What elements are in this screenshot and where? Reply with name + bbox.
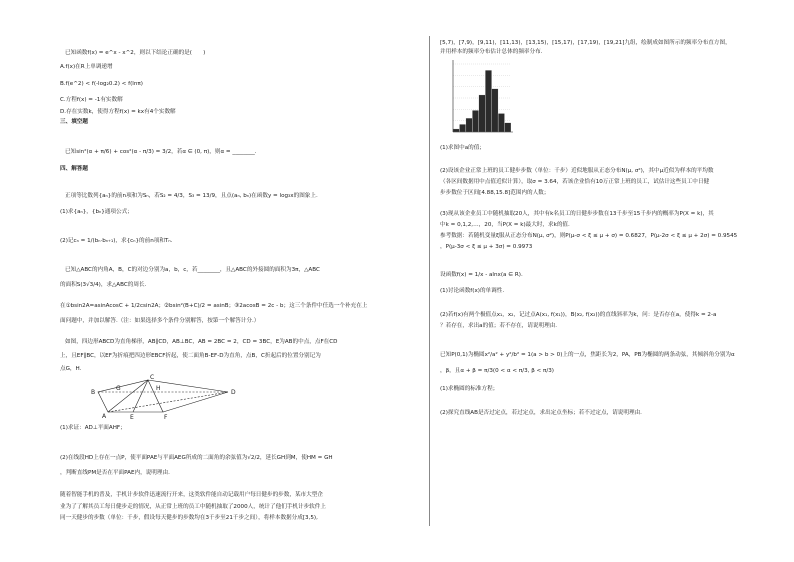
q-stats-part1: (1)求图中a的值； xyxy=(440,145,485,151)
figure-label-d: D xyxy=(231,389,236,396)
q-geometry-line1: 如图，四边形ABCD为直角梯形，AB∥CD，AB⊥BC，AB = 2BC = 2，CD = 3BC，E为AB的中点，点F在CD xyxy=(65,339,338,345)
figure-label-b: B xyxy=(91,389,96,396)
q-func-part2-line2: ？若存在，求出a的值；若不存在，请说明理由. xyxy=(440,323,558,329)
q-triangle-line4: 面问题中，并加以解答.（注：如果选择多个条件分别解答，按第一个解答计分.） xyxy=(60,318,260,324)
q-triangle-line2: 的面积S(3√3/4)，求△ABC的周长. xyxy=(60,282,147,288)
q-geometry-line3: 点G，H. xyxy=(60,366,82,372)
q-ellipse-stem-line2: ，β，且α + β = π/3(0 < α < π/3, β < π/3) xyxy=(440,368,554,374)
q-stats-instruction: 并用样本的频率分布估计总体的频率分布. xyxy=(440,49,543,55)
q-stats-line1: 随着智能手机的普及，手机计步软件迅速流行开来，这类软件能自动记载用户每日健步的步数，某市大型企 xyxy=(60,492,323,498)
q-geometry-part2-cont: ，判断直线PM是否在平面PAE内，说明理由. xyxy=(60,470,170,476)
section-answers: 四、解答题 xyxy=(60,166,88,172)
q-ellipse-stem-line1: 已知P(0,1)为椭圆x²/a² + y²/b² = 1(a > b > 0)上的一点，焦距长为2，PA，PB为椭圆的两条动弦，其倾斜角分别为α xyxy=(440,352,735,358)
q-ellipse-part2: (2)探究直线AB是否过定点，若过定点，求出定点坐标；若不过定点，请说明理由. xyxy=(440,410,642,416)
q-stats-groups: [5,7)，[7,9)，[9,11)，[11,13)，[13,15)，[15,17)，[17,19)，[19,21]九组，绘制成如图所示的频率分布直方图， xyxy=(440,40,731,46)
q-geometry-part2: (2)在线段HD上存在一点P，使平面PAE与平面AEG所成的二面角的余弦值为√2/2，延长GH到M，使HM = GH xyxy=(60,455,333,461)
option-a: A.f(x)在R上单调递增 xyxy=(60,64,113,70)
left-column xyxy=(60,0,420,562)
q-sequence-part2: (2)记cₙ = 1/(bₙ·bₙ₊₁)，求{cₙ}的前n项和Tₙ. xyxy=(60,238,173,244)
q-stats-part2-line1: (2)设该企业正常上班的员工健步步数（单位：千步）近似地服从正态分布N(μ, σ²)，其中μ近似为样本的平均数 xyxy=(440,168,714,174)
histogram-bar xyxy=(479,95,485,132)
q-sequence-part1: (1)求{aₙ}，{bₙ}通项公式； xyxy=(60,209,133,215)
geometry-figure xyxy=(88,372,238,422)
q-stats-line2: 业为了了解其员工每日健步走的情况，从正常上班的员工中随机抽取了2000人，统计了他们手机计步软件上 xyxy=(60,504,326,510)
q-ellipse-part1: (1)求椭圆的标准方程； xyxy=(440,386,499,392)
q-func-part2-line1: (2)若f(x)有两个极值点x₁，x₂，记过点A(x₁, f(x₁))，B(x₂, f(x₂))的直线斜率为k，问：是否存在a，使得k = 2-a xyxy=(440,312,717,318)
histogram-bar xyxy=(466,118,472,132)
q-function-stem: 已知函数f(x) = e^x - x^2，则以下结论正确的是( ) xyxy=(65,50,206,56)
q-geometry-line2: 上，且EF∥BC，以EF为折痕把四边形EBCF折起，使二面角B-EF-D为直角，点B，C折起后的位置分别记为 xyxy=(60,353,321,359)
q-func-stem: 设函数f(x) = 1/x - alnx(a ∈ R). xyxy=(440,272,523,278)
q-triangle-line3: 在①bsin2A=asinAcosC + 1/2csin2A；②bsin²(B+C)/2 = asinB；③2acosB = 2c - b；这三个条件中任选一个补充在上 xyxy=(60,303,368,309)
figure-label-f: F xyxy=(164,414,168,421)
q-fill-blank: 已知sin²(α + π/6) + cos²(α - π/3) = 3/2，若α ∈ (0, π)，则α = ________. xyxy=(65,149,257,155)
reference-data-line1: 参考数据：若随机变量ξ服从正态分布N(μ, σ²)，则P(μ-σ < ξ ≤ μ + σ) = 0.6827，P(μ-2σ < ξ ≤ μ + 2σ) = 0.9545 xyxy=(440,233,738,239)
reference-data-line2: ，P(μ-3σ < ξ ≤ μ + 3σ) = 0.9973 xyxy=(440,244,533,250)
histogram-bar xyxy=(498,113,504,132)
q-stats-line3: 同一天健步的步数（单位：千步，假设每天健步的步数均在3千步至21千步之间），将样本数据分成[3,5), xyxy=(60,515,318,521)
histogram-bar xyxy=(459,124,465,132)
histogram-bar xyxy=(492,89,498,132)
q-stats-part2-line2: （各区间数据用中点值近似计算），取σ = 3.64，若该企业恰有10万正常上班的员工，试估计这些员工中日健 xyxy=(440,179,710,185)
figure-label-h: H xyxy=(156,385,161,392)
figure-label-a: A xyxy=(102,413,107,420)
q-stats-part3-line2: 中k = 0,1,2,…，20，当P(X = k)最大时，求k的值. xyxy=(440,222,570,228)
figure-label-g: G xyxy=(116,385,121,392)
q-func-part1: (1)讨论函数f(x)的单调性. xyxy=(440,288,505,294)
figure-label-e: E xyxy=(130,414,134,421)
figure-label-c: C xyxy=(150,374,155,381)
q-stats-part3-line1: (3)现从该企业员工中随机抽取20人，其中有k名员工的日健步步数在13千步至15千步内的概率为P(X = k)，其 xyxy=(440,211,714,217)
histogram-bar xyxy=(505,123,511,132)
column-divider xyxy=(429,36,430,526)
option-b: B.f(e^2) < f(-log₂0.2) < f(lnπ) xyxy=(60,81,143,87)
q-geometry-part1: (1)求证：AD⊥平面AHF； xyxy=(60,425,126,431)
option-d: D.存在实数k，使得方程f(x) = kx有4个实数解 xyxy=(60,109,176,115)
option-c: C.方程f(x) = -1有实数解 xyxy=(60,97,123,103)
histogram-bar xyxy=(453,129,459,132)
q-sequence-stem: 正项等比数列{aₙ}的前n项和为Sₙ，若S₂ = 4/3，S₃ = 13/9，且点(aₙ, bₙ)在函数y = log₃x的图象上. xyxy=(65,193,318,199)
section-fill-blank: 三、填空题 xyxy=(60,119,88,125)
histogram-bar xyxy=(485,70,491,132)
q-stats-part2-line3: 步步数位于区间[4.88,15.8]范围内的人数； xyxy=(440,190,550,196)
q-triangle-line1: 已知△ABC的内角A，B，C的对边分别为a，b，c，若________，且△ABC的外接圆的面积为3π，△ABC xyxy=(65,267,320,273)
frequency-histogram xyxy=(445,58,515,138)
right-column xyxy=(440,0,770,562)
histogram-bar xyxy=(472,110,478,132)
